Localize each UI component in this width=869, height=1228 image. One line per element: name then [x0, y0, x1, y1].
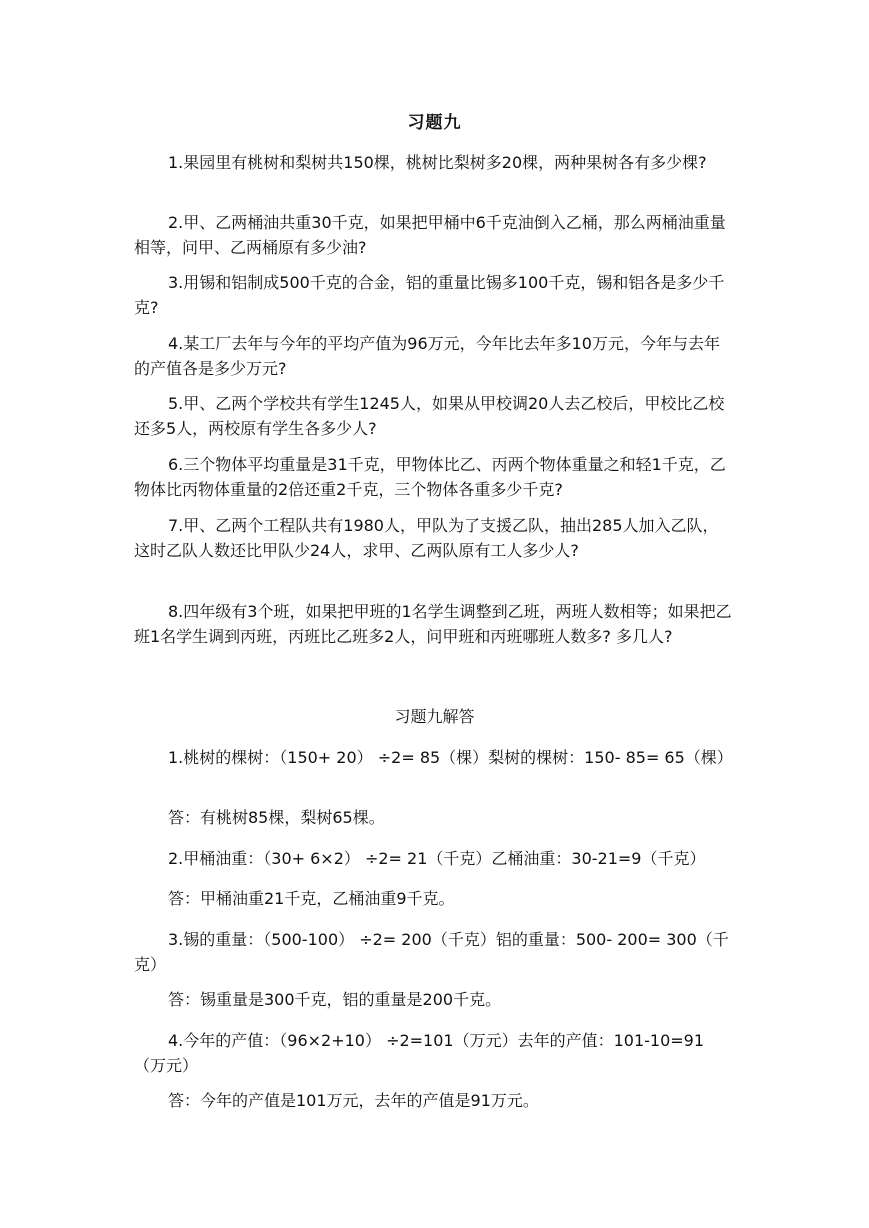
- solution-3-answer: 答：锡重量是300千克，铝的重量是200千克。: [168, 990, 502, 1009]
- solution-3-work: 3.锡的重量：（500-100） ÷2= 200（千克）铝的重量：500- 200= 300（千克）: [134, 930, 729, 974]
- problem-2: 2.甲、乙两桶油共重30千克，如果把甲桶中6千克油倒入乙桶，那么两桶油重量相等，问甲、乙两桶原有多少油?: [134, 213, 726, 257]
- problem-1: 1.果园里有桃树和梨树共150棵，桃树比梨树多20棵，两种果树各有多少棵?: [168, 153, 707, 172]
- solution-2-answer: 答：甲桶油重21千克，乙桶油重9千克。: [168, 889, 455, 908]
- solutions-title: 习题九解答: [394, 707, 475, 726]
- problem-7: 7.甲、乙两个工程队共有1980人，甲队为了支援乙队，抽出285人加入乙队，这时乙队人数还比甲队少24人，求甲、乙两队原有工人多少人?: [134, 516, 719, 560]
- problem-6: 6.三个物体平均重量是31千克，甲物体比乙、丙两个物体重量之和轻1千克，乙物体比丙物体重量的2倍还重2千克，三个物体各重多少千克?: [134, 455, 726, 499]
- problem-8: 8.四年级有3个班，如果把甲班的1名学生调整到乙班，两班人数相等；如果把乙班1名学生调到丙班，丙班比乙班多2人，问甲班和丙班哪班人数多? 多几人?: [134, 602, 732, 646]
- solution-1-answer: 答：有桃树85棵，梨树65棵。: [168, 808, 385, 827]
- solution-4-work: 4.今年的产值：（96×2+10） ÷2=101（万元）去年的产值：101-10=91（万元）: [134, 1031, 705, 1075]
- problem-5: 5.甲、乙两个学校共有学生1245人，如果从甲校调20人去乙校后，甲校比乙校还多5人，两校原有学生各多少人?: [134, 394, 725, 438]
- solution-4-answer: 答：今年的产值是101万元，去年的产值是91万元。: [168, 1091, 539, 1110]
- problem-3: 3.用锡和铝制成500千克的合金，铝的重量比锡多100千克，锡和铝各是多少千克?: [134, 273, 725, 317]
- exercise-title: 习题九: [407, 113, 462, 133]
- solution-1-work: 1.桃树的棵树：（150+ 20） ÷2= 85（棵）梨树的棵树：150- 85= 65（棵）: [168, 748, 733, 767]
- solution-2-work: 2.甲桶油重：（30+ 6×2） ÷2= 21（千克）乙桶油重：30-21=9（千克）: [168, 849, 706, 868]
- problem-4: 4.某工厂去年与今年的平均产值为96万元，今年比去年多10万元，今年与去年的产值各是多少万元?: [134, 334, 720, 378]
